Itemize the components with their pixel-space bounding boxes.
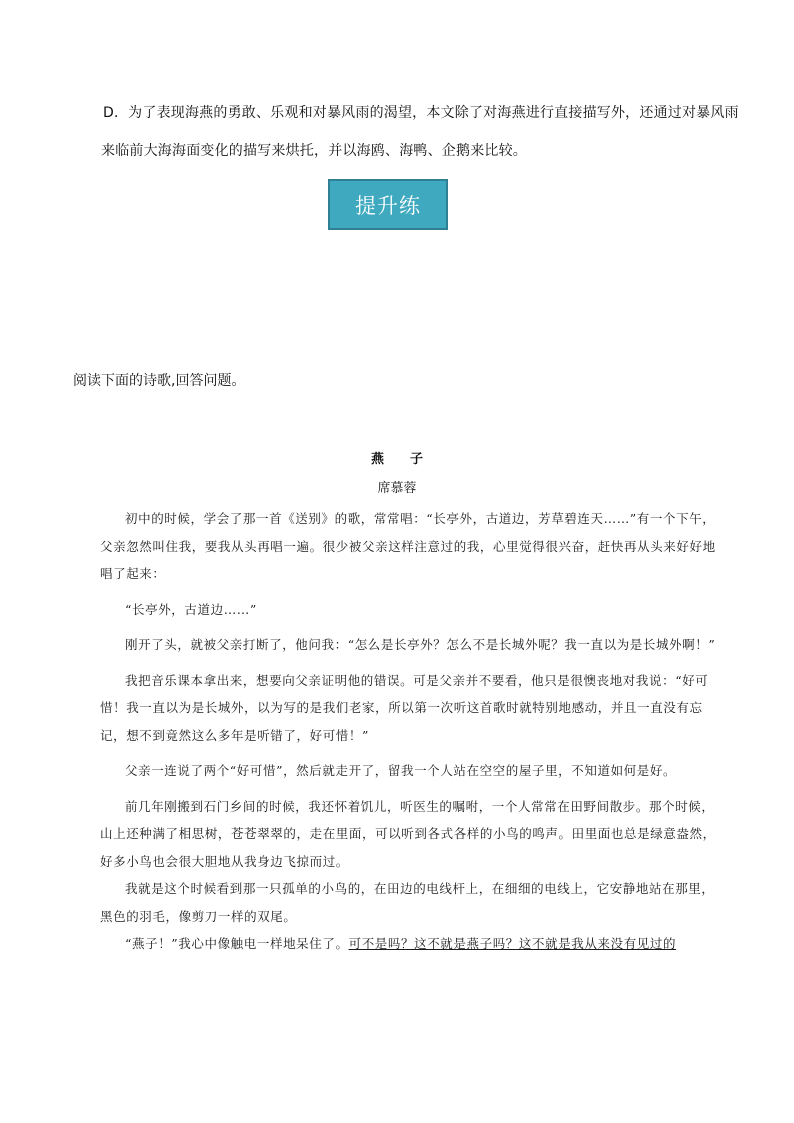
last-paragraph-plain: “燕子！”我心中像触电一样地呆住了。 (125, 936, 349, 951)
reading-instruction: 阅读下面的诗歌,回答问题。 (73, 373, 246, 389)
paragraph: 刚开了头，就被父亲打断了，他问我：“怎么是长亭外？怎么不是长城外呢？我一直以为是长城外啊！” (125, 637, 716, 652)
paragraph: 父亲一连说了两个“好可惜”，然后就走开了，留我一个人站在空空的屋子里，不知道如何是好。 (125, 763, 677, 778)
option-d-line-1: D．为了表现海燕的勇敢、乐观和对暴风雨的渴望，本文除了对海燕进行直接描写外，还通过对暴风雨 (103, 105, 739, 121)
option-d (101, 94, 739, 170)
title-char-1: 燕 (370, 452, 384, 467)
paragraph: 我就是这个时候看到那一只孤单的小鸟的，在田边的电线杆上，在细细的电线上，它安静地站在那里，黑色的羽毛，像剪刀一样的双尾。 (100, 881, 715, 924)
title-char-2: 子 (410, 452, 424, 467)
article-title (0, 451, 794, 469)
paragraph: 前几年刚搬到石门乡间的时候，我还怀着饥儿，听医生的嘱咐，一个人常常在田野间散步。那个时候，山上还种满了相思树，苍苍翠翠的，走在里面，可以听到各式各样的小鸟的鸣声。田里面也总是绿意盎然，好多小鸟也会很大胆地从我身边飞掠而过。 (100, 798, 716, 869)
underlined-sentence: 可不是吗？这不就是燕子吗？这不就是我从来没有见过的 (348, 936, 677, 951)
paragraph: 初中的时候，学会了那一首《送别》的歌，常常唱：“长亭外，古道边，芳草碧连天……”有一个下午，父亲忽然叫住我，要我从头再唱一遍。很少被父亲这样注意过的我，心里觉得很兴奋，赶快再从头来好好地唱了起来： (100, 511, 716, 581)
article-body (100, 505, 722, 958)
article-author: 席慕蓉 (377, 481, 417, 496)
paragraph: 我把音乐课本拿出来，想要向父亲证明他的错误。可是父亲并不要看，他只是很懊丧地对我说：“好可惜！我一直以为是长城外，以为写的是我们老家，所以第一次听这首歌时就特别地感动，并且一直没有忘记，想不到竟然这么多年是听错了，好可惜！” (100, 672, 709, 743)
paragraph: “长亭外，古道边……” (125, 601, 257, 617)
option-d-line-2: 来临前大海海面变化的描写来烘托，并以海鸥、海鸭、企鹅来比较。 (101, 143, 527, 159)
section-banner: 提升练 (328, 179, 448, 230)
paragraph-last (100, 930, 722, 958)
